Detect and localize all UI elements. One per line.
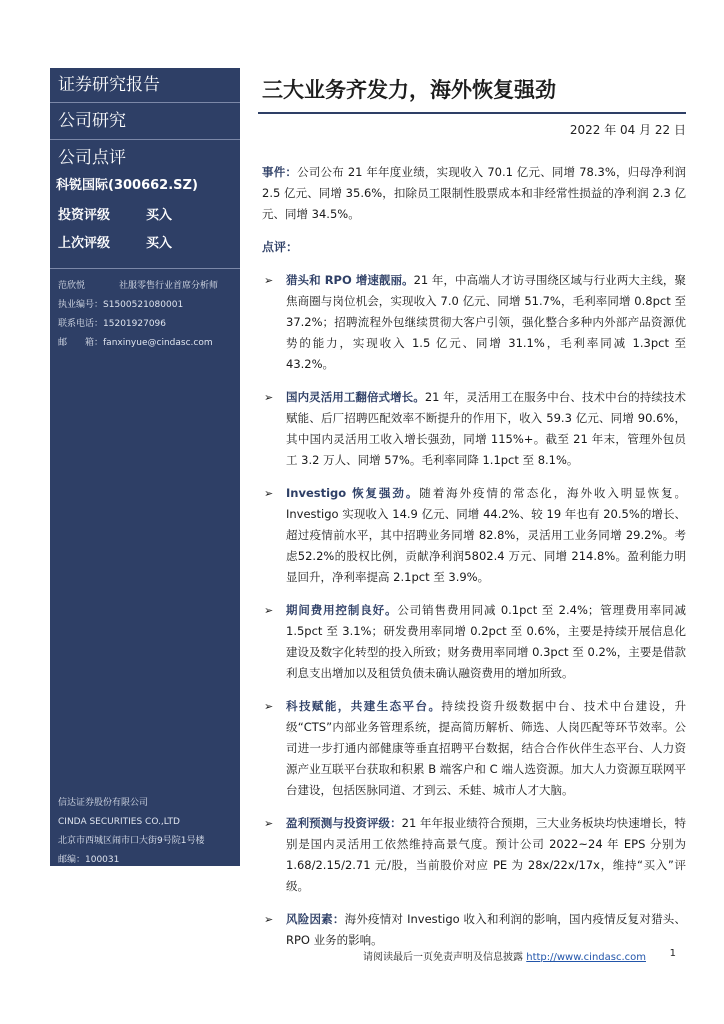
analyst-email-row	[58, 334, 240, 353]
analyst-info	[50, 277, 240, 353]
sidebar-divider	[50, 268, 240, 269]
bullet-text: 持续投资升级数据中台、技术中台建设，升级“CTS”内部业务管理系统，提高简历解析、筛选、人岗匹配等环节效率。公司进一步打通内部健康等垂直招聘平台数据，结合合作伙伴生态平台、人力资源产业互联平台获取和积累 B 端客户和 C 端人选资源。加大人力资源互联网平台建设，包括医脉同道、才到云、禾蛙、城市人才大脑。	[286, 699, 687, 797]
analyst-license: S1500521080001	[103, 300, 184, 310]
prev-rating-row	[50, 230, 240, 258]
bullet-heading: 科技赋能，共建生态平台。	[286, 699, 442, 713]
analyst-phone-row	[58, 315, 240, 334]
report-type: 证券研究报告	[50, 68, 240, 103]
arrow-bullet-icon: ➢	[264, 604, 274, 617]
rating-label: 投资评级	[58, 208, 111, 223]
page-title: 三大业务齐发力，海外恢复强劲	[262, 78, 556, 102]
header-divider	[258, 112, 686, 114]
analyst-name-row	[58, 277, 240, 296]
analyst-phone-label: 联系电话：	[58, 319, 104, 329]
bullet-item	[262, 270, 686, 375]
bullet-paragraph	[286, 600, 686, 684]
bullet-paragraph	[286, 813, 686, 897]
bullet-item	[262, 483, 686, 588]
arrow-bullet-icon: ➢	[264, 817, 274, 830]
arrow-bullet-icon: ➢	[264, 913, 274, 926]
page-number: 1	[669, 948, 676, 959]
footer-disclaimer-row	[363, 948, 646, 963]
analyst-license-label: 执业编号：	[58, 300, 104, 310]
bullet-text: 随着海外疫情的常态化，海外收入明显恢复。Investigo 实现收入 14.9 亿元、同增 44.2%、较 19 年也有 20.5%的增长、超过疫情前水平，其中招聘业务同增 82.8%，灵活用工业务同增 29.2%。考虑52.2%的股权比例，贡献净利润5802.4 万元、同增 214.8%。盈利能力明显回升，净利率提高 2.1pct 至 3.9%。	[286, 486, 686, 584]
bullet-heading: 风险因素：	[286, 912, 345, 926]
report-sub-category: 公司点评	[58, 148, 126, 168]
bullet-text: 21 年，灵活用工在服务中台、技术中台的持续技术赋能、后厂招聘匹配效率不断提升的作用下，收入 59.3 亿元、同增 90.6%，其中国内灵活用工收入增长强劲，同增 115%+。截至 21 年末，管理外包员工 3.2 万人、同增 57%。毛利率同降 1.1pct 至 8.1%。	[286, 390, 687, 467]
bullet-item	[262, 387, 686, 471]
analyst-phone: 15201927096	[103, 319, 167, 329]
bullet-item	[262, 813, 686, 897]
bullet-heading: 猎头和 RPO 增速靓丽。	[286, 273, 414, 287]
bullet-paragraph	[286, 696, 686, 801]
analyst-title: 社服零售行业首席分析师	[119, 281, 219, 291]
bullet-heading: Investigo 恢复强劲。	[286, 486, 420, 500]
report-date: 2022 年 04 月 22 日	[569, 123, 686, 137]
bullet-text: 公司销售费用同减 0.1pct 至 2.4%；管理费用率同减 1.5pct 至 3.1%；研发费用率同增 0.2pct 至 0.6%，主要是持续开展信息化建设及数字化转型的投入所致；财务费用率同增 0.3pct 至 0.2%，主要是借款利息支出增加以及租赁负债未确认融资费用的增加所致。	[286, 603, 686, 680]
rating-row	[50, 202, 240, 230]
analyst-email-label: 邮 箱：	[58, 338, 104, 348]
event-paragraph	[262, 162, 686, 225]
company-name-cn: 信达证券股份有限公司	[58, 798, 149, 808]
company-address: 北京市西城区闹市口大街9号院1号楼	[58, 836, 205, 846]
bullet-item	[262, 600, 686, 684]
company-info	[58, 794, 204, 870]
report-category: 公司研究	[50, 103, 240, 140]
bullet-heading: 国内灵活用工翻倍式增长。	[286, 390, 425, 404]
analyst-email[interactable]: fanxinyue@cindasc.com	[103, 338, 213, 348]
rating-value: 买入	[146, 208, 173, 223]
bullet-text: 21 年年报业绩符合预期，三大业务板块均快速增长，特别是国内灵活用工依然维持高景气度。预计公司 2022~24 年 EPS 分别为 1.68/2.15/2.71 元/股，当前股价对应 PE 为 28x/22x/17x，维持“买入”评级。	[286, 816, 686, 893]
page-footer	[262, 942, 686, 966]
bullet-text: 21 年，中高端人才访寻围绕区域与行业两大主线，聚焦商圈与岗位机会，实现收入 7.0 亿元、同增 51.7%，毛利率同增 0.8pct 至 37.2%；招聘流程外包继续贯彻大客户引领，强化整合多种内外部产品资源优势的能力，实现收入 1.5 亿元、同增 31.1%，毛利率同减 1.3pct 至 43.2%。	[286, 273, 686, 371]
arrow-bullet-icon: ➢	[264, 487, 274, 500]
comment-heading: 点评：	[262, 240, 299, 254]
sidebar	[50, 68, 240, 866]
prev-rating-value: 买入	[146, 236, 173, 251]
analyst-license-row	[58, 296, 240, 315]
company-postcode: 邮编：100031	[58, 855, 120, 865]
bullet-item	[262, 696, 686, 801]
report-body	[262, 162, 686, 951]
event-label: 事件：	[262, 165, 298, 179]
prev-rating-label: 上次评级	[58, 236, 111, 251]
bullet-paragraph	[286, 387, 686, 471]
footer-website-link[interactable]: http://www.cindasc.com	[526, 952, 646, 963]
company-name-en: CINDA SECURITIES CO.,LTD	[58, 817, 180, 827]
stock-name-code: 科锐国际(300662.SZ)	[56, 178, 198, 193]
bullet-heading: 期间费用控制良好。	[286, 603, 398, 617]
bullet-text: 海外疫情对 Investigo 收入和利润的影响，国内疫情反复对猎头、RPO 业务的影响。	[286, 912, 687, 947]
footer-disclaimer: 请阅读最后一页免责声明及信息披露	[363, 952, 524, 963]
bullet-paragraph	[286, 270, 686, 375]
event-text: 公司公布 21 年年度业绩，实现收入 70.1 亿元、同增 78.3%，归母净利润 2.5 亿元、同增 35.6%，扣除员工限制性股票成本和非经常性损益的净利润 2.3 亿元、同增 34.5%。	[262, 165, 687, 221]
arrow-bullet-icon: ➢	[264, 391, 274, 404]
bullet-heading: 盈利预测与投资评级：	[286, 816, 402, 830]
analyst-name: 范欣悦	[58, 281, 86, 291]
arrow-bullet-icon: ➢	[264, 700, 274, 713]
bullet-paragraph	[286, 483, 686, 588]
arrow-bullet-icon: ➢	[264, 274, 274, 287]
